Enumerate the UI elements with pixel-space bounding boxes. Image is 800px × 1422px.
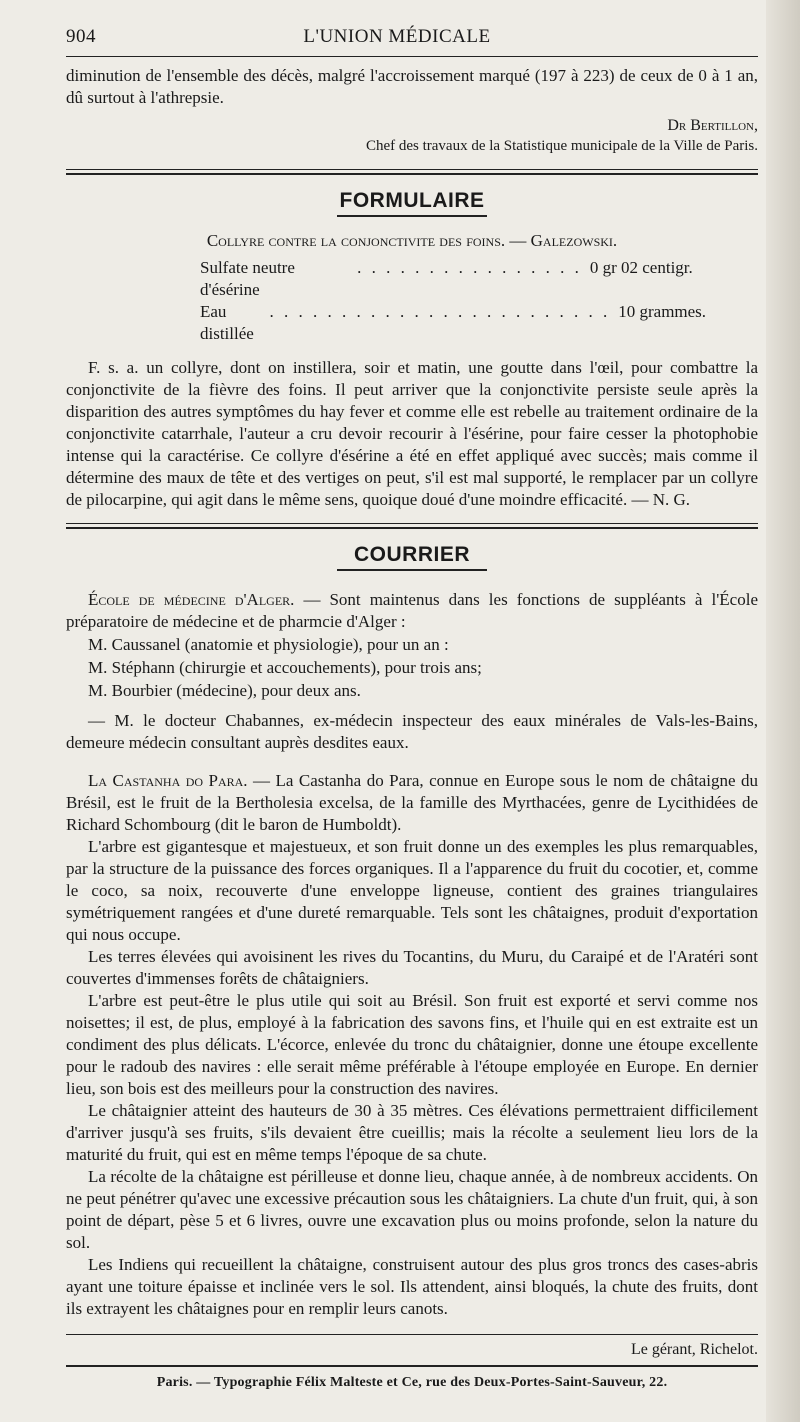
castanha-paragraph: Le châtaignier atteint des hauteurs de 30 à 35 mètres. Ces élévations permettraient difficilement d'arriver jusqu'à ses fruits, s'ils devaient être cueillis; mais la récolte a seulement lieu lors de la maturité du fruit, qui est en même temps l'époque de sa chute. [66,1101,758,1164]
running-head [66,26,758,56]
list-item: M. Caussanel (anatomie et physiologie), pour un an : [88,635,449,654]
page-number: 904 [66,26,96,47]
ecole-paragraph [66,589,758,633]
castanha-paragraph: L'arbre est peut-être le plus utile qui soit au Brésil. Son fruit est exporté et servi comme nos noisettes; il est, de plus, employé à la fabrication des savons fins, et l'huile qui en est extraite est un condiment des plus délicats. L'écorce, enlevée du tronc du châtaignier, donne une étoupe excellente pour le radoub des navires : elle serait même préférable à l'étoupe employée en Europe. En dernier lieu, son bois est des meilleurs pour la construction des navires. [66,991,758,1098]
footer-rule [66,1365,758,1367]
chabannes-paragraph: — M. le docteur Chabannes, ex-médecin inspecteur des eaux minérales de Vals-les-Bains, demeure médecin consultant auprès desdites eaux. [66,711,758,752]
recipe [66,257,758,345]
castanha-paragraph: Les Indiens qui recueillent la châtaigne, construisent autour des plus gros troncs des cases-abris ayant une toiture épaisse et inclinée vers le sol. Ils attendent, ainsi bloqués, la chute des fruits, dont ils extrayent les châtaignes pour en remplir leurs canots. [66,1255,758,1318]
courrier-heading: COURRIER [353,543,470,566]
recipe-line [66,301,758,345]
leader-dots: . . . . . . . . . . . . . . . . . . . . . . . . [269,302,611,321]
intro-paragraph: diminution de l'ensemble des décès, malgré l'accroissement marqué (197 à 223) de ceux de 0 à 1 an, dû surtout à l'athrepsie. [66,66,758,107]
castanha-paragraph [66,770,758,836]
signature-title: Chef des travaux de la Statistique municipale de la Ville de Paris. [365,138,758,154]
ecole-text: — Sont maintenus dans les fonctions de suppléants à l'École préparatoire de médecine et de pharmcie d'Alger : [66,590,758,631]
heading-underline [337,215,487,217]
formula-title: Collyre contre la conjonctivite des foins. — Galezowski. [206,231,618,250]
castanha-lead: La Castanha do Para. [88,771,248,790]
castanha-paragraph: L'arbre est gigantesque et majestueux, et son fruit donne un des exemples les plus remarquables, par la structure de la puissance des forces organiques. Il a l'apparence du fruit du cocotier, et, comme le coco, sa noix, recouverte d'une enveloppe ligneuse, contient des graines triangulaires symétriquement rangées et d'une dureté remarquable. Tels sont les châtaignes, produit d'exportation qui nous occupe. [66,837,758,944]
ecole-lead: École de médecine d'Alger. [88,590,295,609]
signature-name: Dr Bertillon, [667,117,758,134]
castanha-paragraph: Les terres élevées qui avoisinent les rives du Tocantins, du Muru, du Caraipé et de l'Aratéri sont couvertes d'immenses forêts de châtaigniers. [66,947,758,988]
castanha-text: — La Castanha do Para, connue en Europe sous le nom de châtaigne du Brésil, est le fruit de la Bertholesia excelsa, de la famille des Myrthacées, genre de Lycithidées de Richard Schombourg (dit le baron de Humboldt). [66,771,759,834]
ingredient-name: Eau distillée [200,302,254,343]
footer-rule [66,1334,758,1335]
header-rule [66,56,758,57]
binding-gutter [766,0,800,1422]
section-divider [66,523,758,529]
castanha-paragraph: La récolte de la châtaigne est périlleuse et donne lieu, chaque année, à de nombreux accidents. On ne peut pénétrer qu'avec une excessive précaution sous les châtaigniers. La chute d'un fruit, qui, à son point de départ, pèse 5 et 6 livres, ouvre une excavation plus ou moins profonde, selon la nature du sol. [66,1167,758,1252]
leader-dots: . . . . . . . . . . . . . . . . [357,258,582,277]
ingredient-name: Sulfate neutre d'ésérine [200,258,295,299]
formulaire-paragraph: F. s. a. un collyre, dont on instillera, soir et matin, une goutte dans l'œil, pour combattre la conjonctivite de la fièvre des foins. Il peut arriver que la conjonctivite persiste seule après la disparition des autres symptômes du hay fever et comme elle est rebelle au traitement ordinaire de la conjonctivite catarrhale, l'auteur a cru devoir recourir à l'ésérine, pour faire cesser la photophobie intense qui la caractérise. Ce collyre d'ésérine a été en effet appliqué avec succès; mais comme il détermine des maux de tête et des vertiges on peut, s'il est mal supporté, le remplacer par un collyre de pilocarpine, qui agit dans le même sens, quoique doué d'une moindre efficacité. — N. G. [66,358,758,509]
heading-underline [337,569,487,571]
ingredient-dose: 0 gr 02 centigr. [589,258,693,277]
recipe-line [66,257,758,301]
formulaire-heading: FORMULAIRE [339,189,485,212]
list-item: M. Bourbier (médecine), pour deux ans. [88,681,361,700]
ingredient-dose: 10 grammes. [618,302,707,321]
section-divider [66,169,758,175]
journal-title: L'UNION MÉDICALE [303,26,491,47]
printer-imprint: Paris. — Typographie Félix Malteste et Ce, rue des Deux-Portes-Saint-Sauveur, 22. [156,1375,668,1390]
list-item: M. Stéphann (chirurgie et accouchements), pour trois ans; [88,658,482,677]
gerant-line: Le gérant, Richelot. [630,1341,758,1358]
